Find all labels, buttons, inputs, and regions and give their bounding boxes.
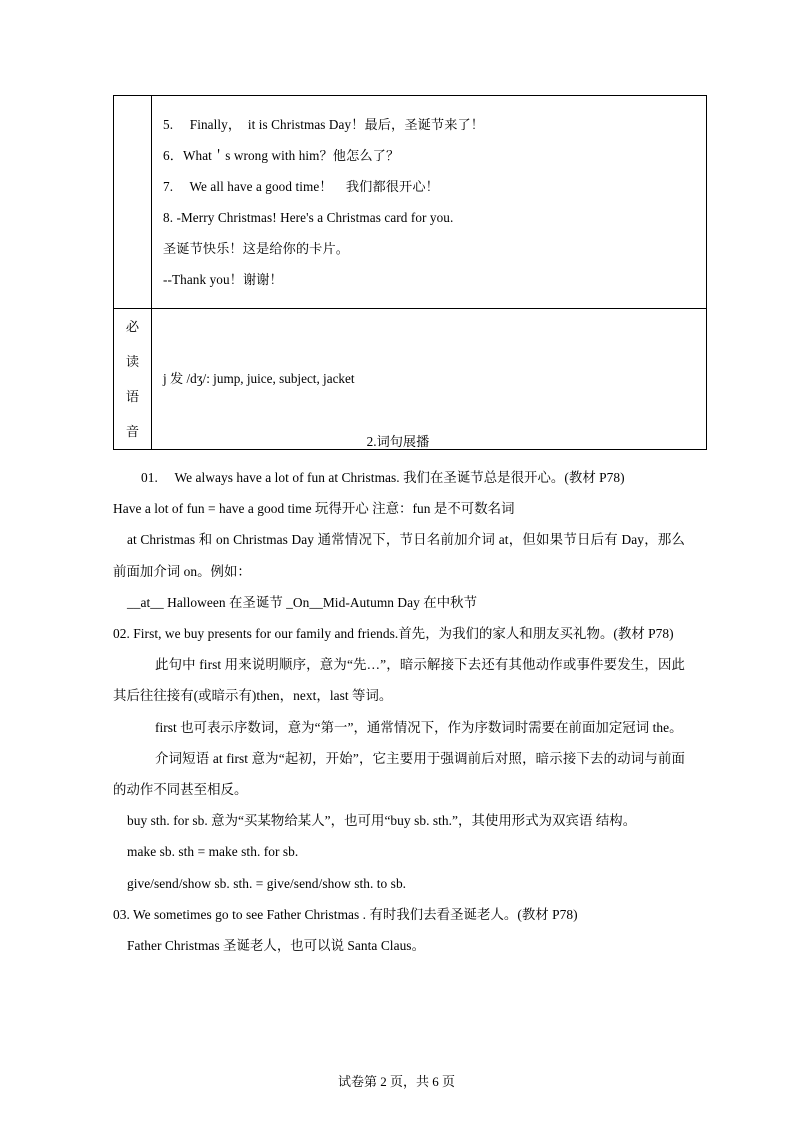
- table-cell-row2-label: [114, 309, 152, 450]
- sentence-line-5: 5. Finally， it is Christmas Day！最后，圣诞节来了！: [163, 117, 485, 132]
- paragraph-first-ordinal: first 也可表示序数词，意为“第一”，通常情况下，作为序数词时需要在前面加定冠词 the。: [155, 719, 683, 735]
- paragraph-01: 01. We always have a lot of fun at Christmas. 我们在圣诞节总是很开心。(教材 P78): [141, 470, 625, 485]
- vocabulary-table: [113, 95, 707, 450]
- paragraph-give-send-show: give/send/show sb. sth. = give/send/show sth. to sb.: [127, 875, 407, 891]
- paragraph-fun-note: Have a lot of fun = have a good time 玩得开心 注意：fun 是不可数名词: [113, 501, 515, 517]
- table-row-sentences: [114, 96, 707, 309]
- paragraph-03: 03. We sometimes go to see Father Christmas . 有时我们去看圣诞老人。(教材 P78): [113, 906, 578, 922]
- paragraph-first-order: 此句中 first 用来说明顺序，意为“先…”，暗示解接下去还有其他动作或事件要发生，因此其后往往接有(或暗示有)then，next，last 等词。: [113, 657, 685, 704]
- table-cell-row2-body: [152, 309, 707, 450]
- page-footer: 试卷第 2 页，共 6 页: [337, 1074, 455, 1089]
- sentence-line-8-translation: 圣诞节快乐！这是给你的卡片。: [163, 241, 350, 256]
- section-heading: 2.词句展播: [366, 434, 430, 449]
- paragraph-buy-sth-for-sb: buy sth. for sb. 意为“买某物给某人”，也可用“buy sb. sth.”，其使用形式为双宾语 结构。: [127, 813, 637, 829]
- table-cell-row1-label: [114, 96, 152, 309]
- phonetic-rule-line: j 发 /dʒ/: jump, juice, subject, jacket: [163, 371, 355, 386]
- paragraph-at-first: 介词短语 at first 意为“起初，开始”，它主要用于强调前后对照，暗示接下去的动词与前面的动作不同甚至相反。: [113, 750, 685, 798]
- table-row-phonetics: [114, 309, 707, 450]
- table-cell-row1-body: [152, 96, 707, 309]
- row2-label-char-2: 读: [125, 354, 140, 369]
- paragraph-at-on-christmas: at Christmas 和 on Christmas Day 通常情况下，节日名前加介词 at，但如果节日后有 Day，那么前面加介词 on。例如：: [113, 532, 685, 579]
- sentence-line-8: 8. -Merry Christmas! Here's a Christmas card for you.: [163, 210, 454, 225]
- paragraph-father-christmas: Father Christmas 圣诞老人，也可以说 Santa Claus。: [127, 938, 426, 954]
- sentence-line-8-reply: --Thank you！谢谢！: [163, 272, 283, 287]
- sentence-line-6: 6．What＇s wrong with him？他怎么了？: [163, 148, 400, 163]
- paragraph-02: 02. First, we buy presents for our family and friends.首先，为我们的家人和朋友买礼物。(教材 P78): [113, 626, 674, 642]
- row2-label-char-3: 语: [125, 389, 140, 404]
- row2-label-char-1: 必: [125, 319, 140, 334]
- paragraph-make-sb-sth: make sb. sth = make sth. for sb.: [127, 844, 299, 860]
- row2-label-char-4: 音: [125, 424, 140, 439]
- paragraph-examples-holiday: __at__ Halloween 在圣诞节 _On__Mid-Autumn Day 在中秋节: [127, 594, 478, 610]
- body-content: [113, 462, 685, 961]
- sentence-line-7: 7. We all have a good time！ 我们都很开心！: [163, 179, 439, 194]
